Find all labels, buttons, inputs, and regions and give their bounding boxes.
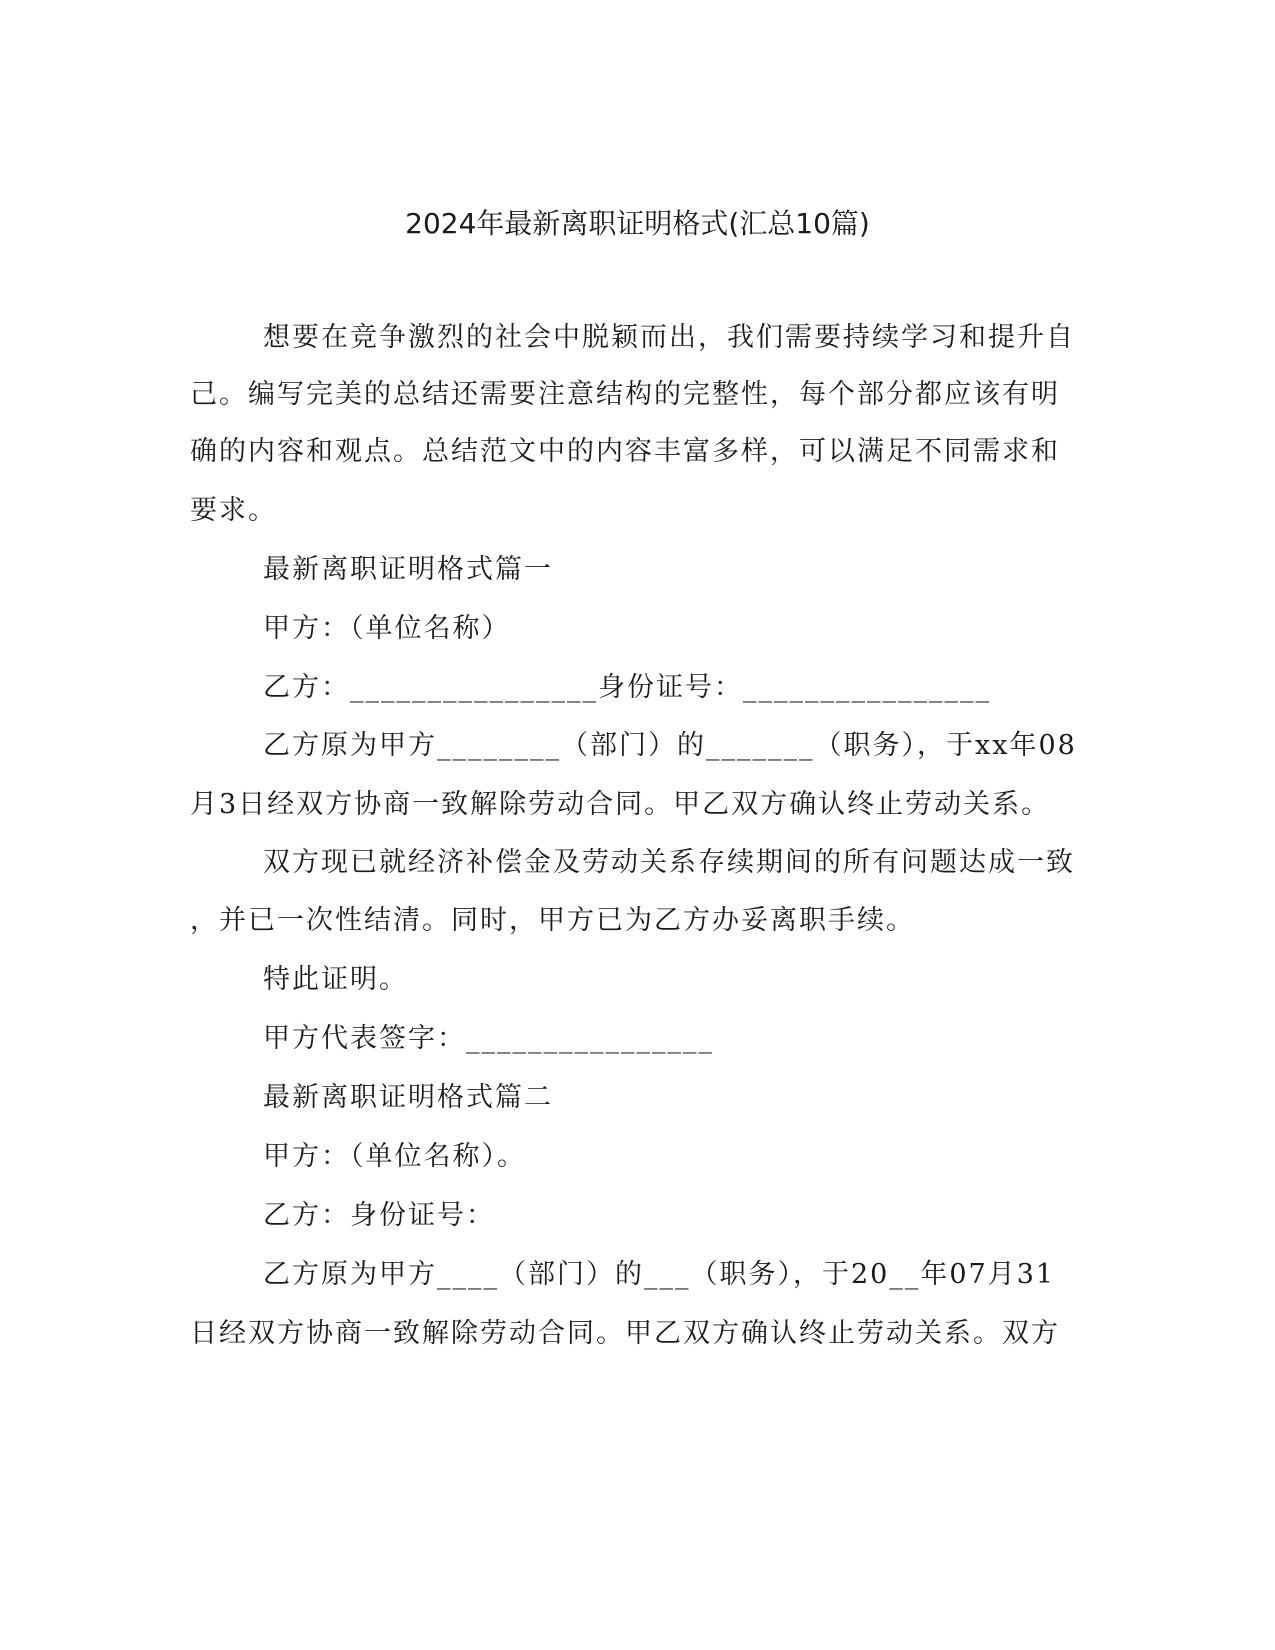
body-text-line: 想要在竞争激烈的社会中脱颖而出，我们需要持续学习和提升自 (263, 322, 1075, 353)
body-text-line: 甲方：（单位名称）。 (263, 1141, 526, 1172)
body-text-line: 特此证明。 (263, 964, 408, 995)
body-text-line: 要求。 (190, 495, 277, 526)
section-heading: 最新离职证明格式篇一 (263, 554, 553, 585)
body-text-line: 双方现已就经济补偿金及劳动关系存续期间的所有问题达成一致 (263, 847, 1075, 878)
document-title: 2024年最新离职证明格式(汇总10篇) (405, 207, 870, 240)
body-text-line: 月3日经双方协商一致解除劳动合同。甲乙双方确认终止劳动关系。 (190, 789, 1051, 820)
body-text-line: 确的内容和观点。总结范文中的内容丰富多样，可以满足不同需求和 (190, 436, 1060, 467)
body-text-line: 日经双方协商一致解除劳动合同。甲乙双方确认终止劳动关系。双方 (190, 1318, 1060, 1349)
body-text-line: 乙方：________________身份证号：________________ (263, 672, 991, 703)
section-heading: 最新离职证明格式篇二 (263, 1082, 553, 1113)
body-text-line: 乙方原为甲方____（部门）的___（职务），于20__年07月31 (263, 1259, 1056, 1290)
body-text-line: ，并已一次性结清。同时，甲方已为乙方办妥离职手续。 (190, 905, 915, 936)
body-text-line: 己。编写完美的总结还需要注意结构的完整性，每个部分都应该有明 (190, 379, 1060, 410)
body-text-line: 乙方原为甲方________（部门）的_______（职务），于xx年08 (263, 730, 1077, 761)
body-text-line: 乙方：身份证号： (263, 1200, 495, 1231)
body-text-line: 甲方代表签字：________________ (263, 1023, 714, 1054)
body-text-line: 甲方：（单位名称） (263, 613, 511, 644)
